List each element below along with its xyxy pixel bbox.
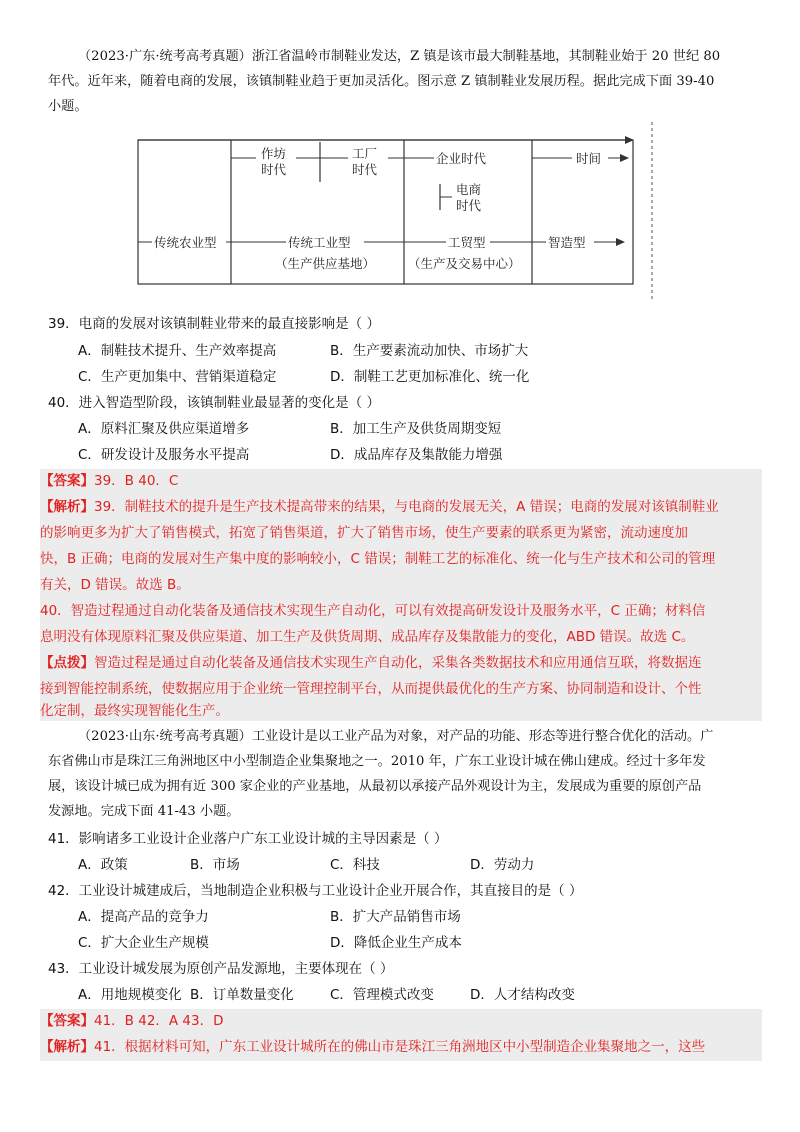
q42-stem: 42．工业设计城建成后，当地制造企业积极与工业设计企业开展合作，其直接目的是（ ）	[48, 883, 583, 899]
label-traditional-agriculture: 传统农业型	[154, 235, 217, 250]
answer-analysis-block-1	[40, 469, 762, 721]
analysis-line: 快，B 正确；电商的发展对生产集中度的影响较小，C 错误；制鞋工艺的标准化、统一化与生产技术和公司的管理	[40, 551, 716, 567]
answer-text: 39．B 40．C	[94, 473, 179, 489]
analysis-tag: 【解析】	[40, 499, 94, 515]
label-trade-type: 工贸型	[448, 235, 486, 250]
label-smart-type: 智造型	[548, 235, 586, 250]
analysis-line: 40．智造过程通过自动化装备及通信技术实现生产自动化，可以有效提高研发设计及服务水平，C 正确；材料信	[40, 603, 706, 619]
q40-option-a[interactable]: A．原料汇聚及供应渠道增多	[78, 421, 250, 437]
tip-tag: 【点拨】	[40, 655, 94, 671]
label-workshop-2: 时代	[261, 162, 287, 177]
q43-stem: 43．工业设计城发展为原创产品发源地，主要体现在（ ）	[48, 961, 394, 977]
analysis-tag: 【解析】	[40, 1039, 94, 1055]
label-ecommerce-2: 时代	[456, 198, 482, 213]
answer-text: 41．B 42．A 43．D	[94, 1013, 224, 1029]
analysis-line	[40, 1037, 705, 1057]
label-enterprise-era: 企业时代	[436, 151, 487, 166]
answer-analysis-block-2	[40, 1009, 762, 1061]
label-industry-sub: （生产供应基地）	[275, 256, 376, 271]
q39-option-a[interactable]: A．制鞋技术提升、生产效率提高	[78, 343, 277, 359]
tip-line: 化定制，最终实现智能化生产。	[40, 703, 229, 719]
analysis-text: 39．制鞋技术的提升是生产技术提高带来的结果，与电商的发展无关，A 错误；电商的发展对该镇制鞋业	[94, 499, 719, 515]
type-row-arrow-head	[616, 238, 625, 246]
intro-line: 年代。近年来，随着电商的发展，该镇制鞋业趋于更加灵活化。图示意 Z 镇制鞋业发展历程。据此完成下面 39-40	[48, 74, 715, 89]
intro-line: （2023·广东·统考高考真题）浙江省温岭市制鞋业发达，Z 镇是该市最大制鞋基地，其制鞋业始于 20 世纪 80	[78, 49, 721, 64]
tip-line: 接到智能控制系统，使数据应用于企业统一管理控制平台，从而提供最优化的生产方案、协同制造和设计、个性	[40, 681, 702, 697]
label-factory-2: 时代	[352, 162, 378, 177]
analysis-text: 41．根据材料可知，广东工业设计城所在的佛山市是珠江三角洲地区中小型制造企业集聚地之一，这些	[94, 1039, 706, 1055]
intro-line: 发源地。完成下面 41-43 小题。	[48, 804, 240, 819]
q42-option-d[interactable]: D．降低企业生产成本	[330, 935, 462, 951]
intro-line: 展，该设计城已成为拥有近 300 家企业的产业基地，从最初以承接产品外观设计为主，发展成为重要的原创产品	[48, 779, 702, 794]
answer-tag: 【答案】	[40, 1013, 94, 1029]
q43-option-c[interactable]: C．管理模式改变	[330, 987, 434, 1003]
label-time: 时间	[576, 151, 602, 166]
label-workshop-1: 作坊	[261, 146, 287, 161]
label-trade-sub: （生产及交易中心）	[408, 256, 521, 271]
q39-option-c[interactable]: C．生产更加集中、营销渠道稳定	[78, 369, 277, 385]
answer-1	[40, 471, 178, 491]
analysis-line: 有关，D 错误。故选 B。	[40, 577, 190, 593]
q42-option-c[interactable]: C．扩大企业生产规模	[78, 935, 209, 951]
time-row-arrow-head	[620, 154, 629, 162]
tip-line	[40, 653, 702, 673]
analysis-line	[40, 497, 719, 517]
answer-2	[40, 1011, 224, 1031]
q40-option-c[interactable]: C．研发设计及服务水平提高	[78, 447, 250, 463]
q39-option-b[interactable]: B．生产要素流动加快、市场扩大	[330, 343, 529, 359]
q43-option-a[interactable]: A．用地规模变化	[78, 987, 182, 1003]
q40-option-b[interactable]: B．加工生产及供货周期变短	[330, 421, 502, 437]
q41-option-c[interactable]: C．科技	[330, 857, 380, 873]
label-factory-1: 工厂	[352, 146, 378, 161]
q43-option-b[interactable]: B．订单数量变化	[190, 987, 294, 1003]
q42-option-a[interactable]: A．提高产品的竞争力	[78, 909, 209, 925]
shoe-industry-development-diagram	[120, 118, 680, 304]
q41-option-b[interactable]: B．市场	[190, 857, 240, 873]
label-traditional-industry: 传统工业型	[288, 235, 351, 250]
q41-option-a[interactable]: A．政策	[78, 857, 128, 873]
q42-option-b[interactable]: B．扩大产品销售市场	[330, 909, 461, 925]
analysis-line: 的影响更多为扩大了销售模式，拓宽了销售渠道，扩大了销售市场，使生产要素的联系更为紧密，流动速度加	[40, 525, 688, 541]
q40-stem: 40．进入智造型阶段，该镇制鞋业最显著的变化是（ ）	[48, 395, 380, 411]
q39-option-d[interactable]: D．制鞋工艺更加标准化、统一化	[330, 369, 530, 385]
tip-text: 智造过程是通过自动化装备及通信技术实现生产自动化，采集各类数据技术和应用通信互联，将数据连	[94, 655, 702, 671]
q41-option-d[interactable]: D．劳动力	[470, 857, 535, 873]
intro-line: （2023·山东·统考高考真题）工业设计是以工业产品为对象，对产品的功能、形态等进行整合优化的活动。广	[78, 729, 714, 744]
answer-tag: 【答案】	[40, 473, 94, 489]
q40-option-d[interactable]: D．成品库存及集散能力增强	[330, 447, 503, 463]
q39-stem: 39．电商的发展对该镇制鞋业带来的最直接影响是（ ）	[48, 316, 380, 332]
intro-line: 东省佛山市是珠江三角洲地区中小型制造企业集聚地之一。2010 年，广东工业设计城在佛山建成。经过十多年发	[48, 754, 706, 769]
q43-option-d[interactable]: D．人才结构改变	[470, 987, 575, 1003]
analysis-line: 息明没有体现原料汇聚及供应渠道、加工生产及供货周期、成品库存及集散能力的变化，ABD 错误。故选 C。	[40, 629, 695, 645]
intro-line: 小题。	[48, 99, 88, 114]
label-ecommerce-1: 电商	[456, 182, 482, 197]
q41-stem: 41．影响诸多工业设计企业落户广东工业设计城的主导因素是（ ）	[48, 831, 448, 847]
